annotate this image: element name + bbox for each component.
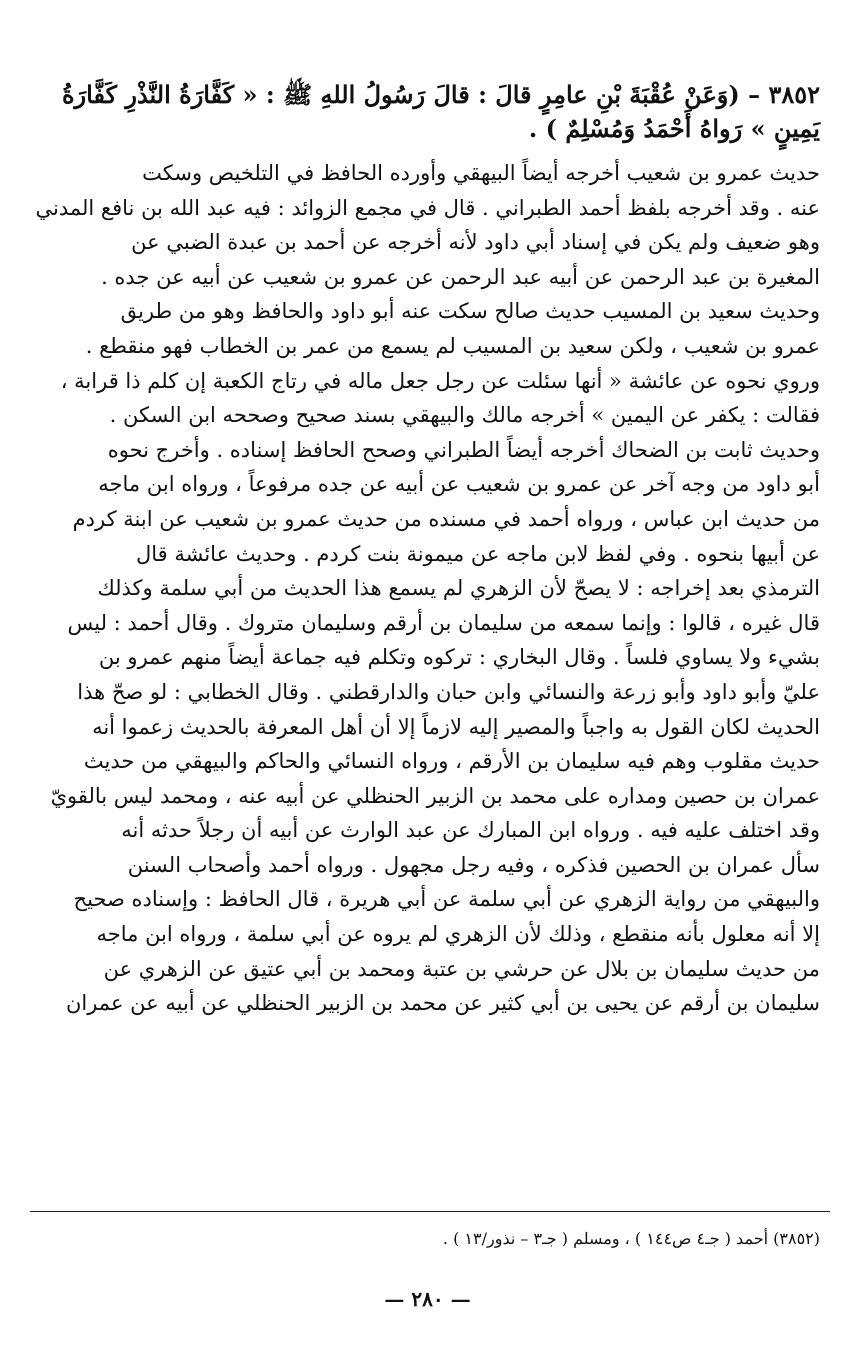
footnote: (٣٨٥٢) أحمد ( جـ٤ ص١٤٤ ) ، ومسلم ( جـ٣ – نذور/١٣ ) . (442, 1229, 820, 1248)
commentary-line: قال غيره ، قالوا : وإنما سمعه من سليمان بن أرقم وسليمان متروك . وقال أحمد : ليس (67, 610, 820, 635)
commentary-line: الحديث لكان القول به واجباً والمصير إليه لازماً إلا أن أهل المعرفة بالحديث زعموا أنه (92, 714, 820, 739)
commentary-line: سليمان بن أرقم عن يحيى بن أبي كثير عن محمد بن الزبير الحنظلي عن أبيه عن عمران (65, 991, 820, 1016)
commentary-line: من حديث ابن عباس ، ورواه أحمد في مسنده من حديث عمرو بن شعيب عن ابنة كردم (72, 506, 820, 531)
commentary-line: عليّ وأبو داود وأبو زرعة والنسائي وابن حبان والدارقطني . وقال الخطابي : لو صحّ هذا (77, 679, 820, 704)
page-number: — ٢٨٠ — (384, 1287, 471, 1311)
hadith-number: ٣٨٥٢ (768, 80, 820, 109)
commentary-line: بشيء ولا يساوي فلساً . وقال البخاري : تركوه وتكلم فيه جماعة أيضاً منهم عمرو بن (98, 645, 820, 670)
commentary-line: فقالت : يكفر عن اليمين » أخرجه مالك والبيهقي بسند صحيح وصححه ابن السكن . (109, 403, 820, 428)
commentary-line: حديث عمرو بن شعيب أخرجه أيضاً البيهقي وأورده الحافظ في التلخيص وسكت (142, 161, 820, 185)
commentary-line: عنه . وقد أخرجه بلفظ أحمد الطبراني . قال في مجمع الزوائد : فيه عبد الله بن نافع المدني (35, 195, 820, 220)
commentary (30, 156, 820, 1021)
commentary-line: عن أبيها بنحوه . وفي لفظ لابن ماجه عن ميمونة بنت كردم . وحديث عائشة قال (135, 541, 820, 566)
commentary-line: عمران بن حصين ومداره على محمد بن الزبير الحنظلي عن أبيه عنه ، ومحمد ليس بالقويّ (50, 783, 820, 808)
hadith-line-1-text: – (وَعَنْ عُقْبَةَ بْنِ عامِرٍ قالَ : قالَ رَسُولُ اللهِ ﷺ : « كَفَّارَةُ النَّذْرِ كَفَّارَةُ (61, 80, 761, 109)
commentary-line: المغيرة بن عبد الرحمن عن أبيه عبد الرحمن عن عمرو بن شعيب عن أبيه عن جده . (101, 264, 820, 289)
footnote-divider (30, 1211, 830, 1212)
commentary-line: وروي نحوه عن عائشة « أنها سئلت عن رجل جعل ماله في رتاج الكعبة إن كلم ذا قرابة ، (60, 368, 820, 393)
commentary-line: أبو داود من وجه آخر عن عمرو بن شعيب عن أبيه عن جده مرفوعاً ، ورواه ابن ماجه (98, 472, 820, 497)
commentary-line: سأل عمران بن الحصين فذكره ، وفيه رجل مجهول . ورواه أحمد وأصحاب السنن (127, 852, 820, 877)
commentary-line: حديث مقلوب وهم فيه سليمان بن الأرقم ، ورواه النسائي والحاكم والبيهقي من حديث (83, 749, 820, 774)
hadith-line-1 (30, 78, 820, 112)
commentary-line: وحديث ثابت بن الضحاك أخرجه أيضاً الطبراني وصحح الحافظ إسناده . وأخرج نحوه (107, 437, 820, 462)
hadith-text (30, 78, 820, 146)
commentary-line: وقد اختلف عليه فيه . ورواه ابن المبارك عن عبد الوارث عن أبيه أن رجلاً حدثه أنه (121, 818, 820, 843)
commentary-line: من حديث سليمان بن بلال عن حرشي بن عتبة ومحمد بن أبي عتيق عن الزهري عن (103, 956, 820, 981)
commentary-line: وهو ضعيف ولم يكن في إسناد أبي داود لأنه أخرجه عن أحمد بن عبدة الضبي عن (131, 230, 820, 255)
hadith-line-2: يَمِينٍ » رَواهُ أَحْمَدُ وَمُسْلِمٌ ) . (528, 114, 820, 143)
commentary-line: والبيهقي من رواية الزهري عن أبي سلمة عن أبي هريرة ، قال الحافظ : وإسناده صحيح (73, 887, 820, 912)
commentary-line: وحديث سعيد بن المسيب حديث صالح سكت عنه أبو داود والحافظ وهو من طريق (120, 299, 820, 324)
commentary-line: الترمذي بعد إخراجه : لا يصحّ لأن الزهري لم يسمع هذا الحديث من أبي سلمة وكذلك (97, 576, 820, 601)
commentary-line: إلا أنه معلول بأنه منقطع ، وذلك لأن الزهري لم يروه عن أبي سلمة ، ورواه ابن ماجه (96, 922, 820, 947)
commentary-line: عمرو بن شعيب ، ولكن سعيد بن المسيب لم يسمع من عمر بن الخطاب فهو منقطع . (85, 333, 820, 358)
page-body (30, 78, 820, 1021)
